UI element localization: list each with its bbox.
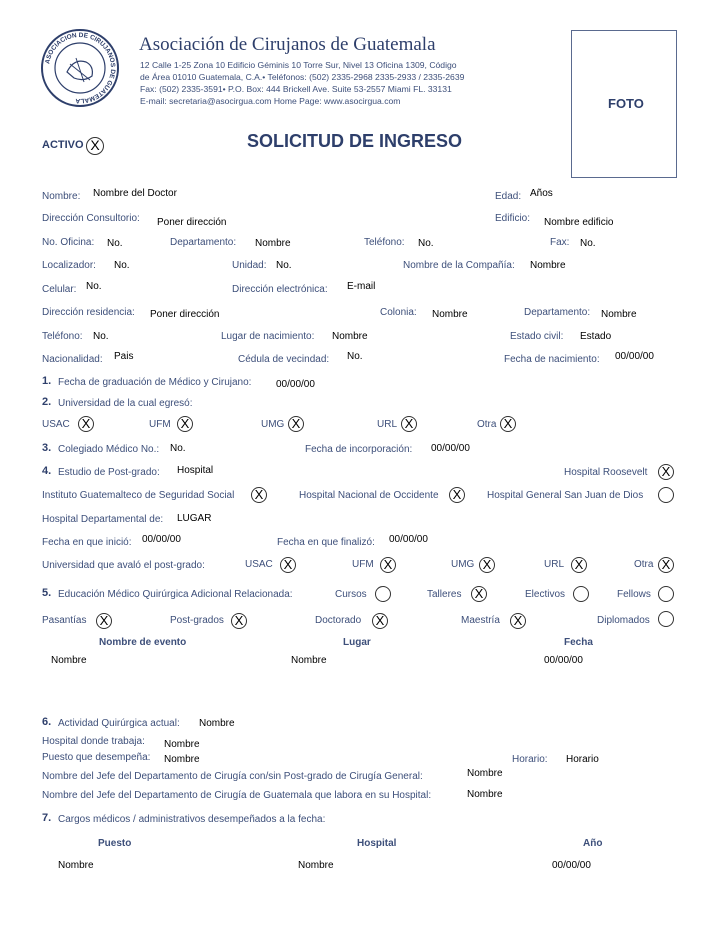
avalo-umg-checkbox[interactable]: X xyxy=(479,557,495,573)
estado-civil-label: Estado civil: xyxy=(510,331,564,342)
localizador-value[interactable]: No. xyxy=(114,260,130,271)
grad-label: Fecha de graduación de Médico y Cirujano: xyxy=(58,377,252,388)
roosevelt-checkbox[interactable]: X xyxy=(658,464,674,480)
activo-label: ACTIVO xyxy=(42,139,84,151)
oficina-label: No. Oficina: xyxy=(42,237,95,248)
photo-label: FOTO xyxy=(608,96,644,111)
igss-checkbox[interactable]: X xyxy=(251,487,267,503)
sanjuan-label: Hospital General San Juan de Dios xyxy=(487,490,644,501)
actividad-value[interactable]: Nombre xyxy=(199,718,235,729)
usac-checkbox[interactable]: X xyxy=(78,416,94,432)
url-label: URL xyxy=(377,419,398,430)
edificio-value[interactable]: Nombre edificio xyxy=(544,217,614,228)
finalizo-value[interactable]: 00/00/00 xyxy=(389,534,428,545)
hospital-trabaja-value[interactable]: Nombre xyxy=(164,739,200,750)
lugar-nac-label: Lugar de nacimiento: xyxy=(221,331,315,342)
otra-label: Otra xyxy=(477,419,497,430)
grad-value[interactable]: 00/00/00 xyxy=(276,379,315,390)
postgrados-checkbox[interactable]: X xyxy=(231,613,247,629)
departamental-label: Hospital Departamental de: xyxy=(42,514,164,525)
avalo-ufm-label: UFM xyxy=(352,559,374,570)
roosevelt-label: Hospital Roosevelt xyxy=(564,467,648,478)
avalo-label: Universidad que avaló el post-grado: xyxy=(42,560,205,571)
educacion-label: Educación Médico Quirúrgica Adicional Relacionada: xyxy=(58,589,293,600)
horario-label: Horario: xyxy=(512,754,548,765)
dir-residencia-label: Dirección residencia: xyxy=(42,307,135,318)
fellows-checkbox[interactable] xyxy=(658,586,674,602)
events-header-fecha: Fecha xyxy=(564,637,593,648)
inicio-label: Fecha en que inició: xyxy=(42,537,132,548)
fax-value[interactable]: No. xyxy=(580,238,596,249)
usac-label: USAC xyxy=(42,419,70,430)
incorporacion-value[interactable]: 00/00/00 xyxy=(431,443,470,454)
events-row-lugar[interactable]: Nombre xyxy=(291,655,327,666)
url-checkbox[interactable]: X xyxy=(401,416,417,432)
cargos-header-hospital: Hospital xyxy=(357,838,397,849)
talleres-checkbox[interactable]: X xyxy=(471,586,487,602)
hospital-trabaja-label: Hospital donde trabaja: xyxy=(42,736,145,747)
colegiado-label: Colegiado Médico No.: xyxy=(58,444,160,455)
cedula-value[interactable]: No. xyxy=(347,351,363,362)
section-4-number: 4. xyxy=(42,465,52,477)
incorporacion-label: Fecha de incorporación: xyxy=(305,444,413,455)
occidente-label: Hospital Nacional de Occidente xyxy=(299,490,439,501)
fecha-nac-value[interactable]: 00/00/00 xyxy=(615,351,654,362)
horario-value[interactable]: Horario xyxy=(566,754,599,765)
jefe-label: Nombre del Jefe del Departamento de Cirugía con/sin Post-grado de Cirugía General: xyxy=(42,771,423,782)
compania-value[interactable]: Nombre xyxy=(530,260,566,271)
section-6-number: 6. xyxy=(42,716,52,728)
telefono2-label: Teléfono: xyxy=(42,331,83,342)
form-title: SOLICITUD DE INGRESO xyxy=(247,131,463,151)
edad-value[interactable]: Años xyxy=(530,188,553,199)
avalo-umg-label: UMG xyxy=(451,559,475,570)
umg-checkbox[interactable]: X xyxy=(288,416,304,432)
postgrado-value[interactable]: Hospital xyxy=(177,465,214,476)
edificio-label: Edificio: xyxy=(495,213,531,224)
sanjuan-checkbox[interactable] xyxy=(658,487,674,503)
events-row-nombre[interactable]: Nombre xyxy=(51,655,87,666)
section-3-number: 3. xyxy=(42,442,52,454)
cargos-header-ano: Año xyxy=(583,838,603,849)
cargos-header-puesto: Puesto xyxy=(98,838,132,849)
talleres-label: Talleres xyxy=(427,589,462,600)
email-label: Dirección electrónica: xyxy=(232,284,328,295)
avalo-ufm-checkbox[interactable]: X xyxy=(380,557,396,573)
maestria-label: Maestría xyxy=(461,615,500,626)
celular-value[interactable]: No. xyxy=(86,281,102,292)
cargos-row-ano[interactable]: 00/00/00 xyxy=(552,860,591,871)
colonia-value[interactable]: Nombre xyxy=(432,309,468,320)
fecha-nac-label: Fecha de nacimiento: xyxy=(504,354,600,365)
puesto-label: Puesto que desempeña: xyxy=(42,752,151,763)
pasantias-label: Pasantías xyxy=(42,615,87,626)
celular-label: Celular: xyxy=(42,284,77,295)
section-7-number: 7. xyxy=(42,812,52,824)
activo-checkbox[interactable]: X xyxy=(86,137,104,155)
section-1-number: 1. xyxy=(42,375,52,387)
actividad-label: Actividad Quirúrgica actual: xyxy=(58,718,180,729)
fellows-label: Fellows xyxy=(617,589,651,600)
colegiado-value[interactable]: No. xyxy=(170,443,186,454)
telefono2-value[interactable]: No. xyxy=(93,331,109,342)
photo-box xyxy=(571,30,677,178)
cursos-checkbox[interactable] xyxy=(375,586,391,602)
dir-consultorio-value[interactable]: Poner dirección xyxy=(157,217,227,228)
telefono-value[interactable]: No. xyxy=(418,238,434,249)
cargos-row-puesto[interactable]: Nombre xyxy=(58,860,94,871)
depto-value[interactable]: Nombre xyxy=(255,238,291,249)
doctorado-label: Doctorado xyxy=(315,615,362,626)
electivos-checkbox[interactable] xyxy=(573,586,589,602)
estado-civil-value[interactable]: Estado xyxy=(580,331,612,342)
events-header-lugar: Lugar xyxy=(343,637,371,648)
cargos-label: Cargos médicos / administrativos desempeñados a la fecha: xyxy=(58,814,326,825)
events-row-fecha[interactable]: 00/00/00 xyxy=(544,655,583,666)
oficina-value[interactable]: No. xyxy=(107,238,123,249)
nombre-label: Nombre: xyxy=(42,191,81,202)
seal-text: ASOCIACION DE CIRUJANOS DE GUATEMALA xyxy=(44,31,117,105)
colonia-label: Colonia: xyxy=(380,307,417,318)
cursos-label: Cursos xyxy=(335,589,367,600)
inicio-value[interactable]: 00/00/00 xyxy=(142,534,181,545)
ufm-checkbox[interactable]: X xyxy=(177,416,193,432)
depto-label: Departamento: xyxy=(170,237,237,248)
fax-label: Fax: xyxy=(550,237,570,248)
nacionalidad-label: Nacionalidad: xyxy=(42,354,103,365)
postgrado-label: Estudio de Post-grado: xyxy=(58,467,160,478)
section-5-number: 5. xyxy=(42,587,52,599)
puesto-value[interactable]: Nombre xyxy=(164,754,200,765)
section-2-number: 2. xyxy=(42,396,52,408)
finalizo-label: Fecha en que finalizó: xyxy=(277,537,375,548)
universidad-label: Universidad de la cual egresó: xyxy=(58,398,193,409)
diplomados-checkbox[interactable] xyxy=(658,611,674,627)
edad-label: Edad: xyxy=(495,191,522,202)
lugar-nac-value[interactable]: Nombre xyxy=(332,331,368,342)
avalo-otra-checkbox[interactable]: X xyxy=(658,557,674,573)
events-header-nombre: Nombre de evento xyxy=(99,637,187,648)
otra-checkbox[interactable]: X xyxy=(500,416,516,432)
email-value[interactable]: E-mail xyxy=(347,281,376,292)
maestria-checkbox[interactable]: X xyxy=(510,613,526,629)
jefe2-value[interactable]: Nombre xyxy=(467,789,503,800)
localizador-label: Localizador: xyxy=(42,260,96,271)
avalo-url-checkbox[interactable]: X xyxy=(571,557,587,573)
compania-label: Nombre de la Compañía: xyxy=(403,260,515,271)
ufm-label: UFM xyxy=(149,419,171,430)
address-line-2: de Área 01010 Guatemala, C.A.• Teléfonos: (502) 2335-2968 2335-2933 / 2335-2639 xyxy=(140,72,465,82)
avalo-otra-label: Otra xyxy=(634,559,654,570)
jefe2-label: Nombre del Jefe del Departamento de Cirugía de Guatemala que labora en su Hospital: xyxy=(42,790,432,801)
avalo-usac-label: USAC xyxy=(245,559,273,570)
telefono-label: Teléfono: xyxy=(364,237,405,248)
electivos-label: Electivos xyxy=(525,589,566,600)
avalo-url-label: URL xyxy=(544,559,565,570)
address-line-3: Fax: (502) 2335-3591• P.O. Box: 444 Brickell Ave. Suite 53-2557 Miami FL. 33131 xyxy=(140,84,452,94)
unidad-value[interactable]: No. xyxy=(276,260,292,271)
pasantias-checkbox[interactable]: X xyxy=(96,613,112,629)
nombre-value[interactable]: Nombre del Doctor xyxy=(93,188,177,199)
dir-consultorio-label: Dirección Consultorio: xyxy=(42,213,140,224)
occidente-checkbox[interactable]: X xyxy=(449,487,465,503)
igss-label: Instituto Guatemalteco de Seguridad Social xyxy=(42,490,235,501)
jefe-value[interactable]: Nombre xyxy=(467,768,503,779)
depto2-label: Departamento: xyxy=(524,307,591,318)
cedula-label: Cédula de vecindad: xyxy=(238,354,330,365)
address-line-4: E-mail: secretaria@asocirgua.com Home Page: www.asocirgua.com xyxy=(140,96,401,106)
association-seal xyxy=(40,28,120,108)
unidad-label: Unidad: xyxy=(232,260,267,271)
doctorado-checkbox[interactable]: X xyxy=(372,613,388,629)
dir-residencia-value[interactable]: Poner dirección xyxy=(150,309,220,320)
departamental-value[interactable]: LUGAR xyxy=(177,513,212,524)
address-line-1: 12 Calle 1-25 Zona 10 Edificio Géminis 10 Torre Sur, Nivel 13 Oficina 1309, Código xyxy=(140,60,457,70)
depto2-value[interactable]: Nombre xyxy=(601,309,637,320)
avalo-usac-checkbox[interactable]: X xyxy=(280,557,296,573)
nacionalidad-value[interactable]: Pais xyxy=(114,351,134,362)
postgrados-label: Post-grados xyxy=(170,615,224,626)
umg-label: UMG xyxy=(261,419,285,430)
org-name: Asociación de Cirujanos de Guatemala xyxy=(139,34,436,55)
cargos-row-hospital[interactable]: Nombre xyxy=(298,860,334,871)
diplomados-label: Diplomados xyxy=(597,615,650,626)
